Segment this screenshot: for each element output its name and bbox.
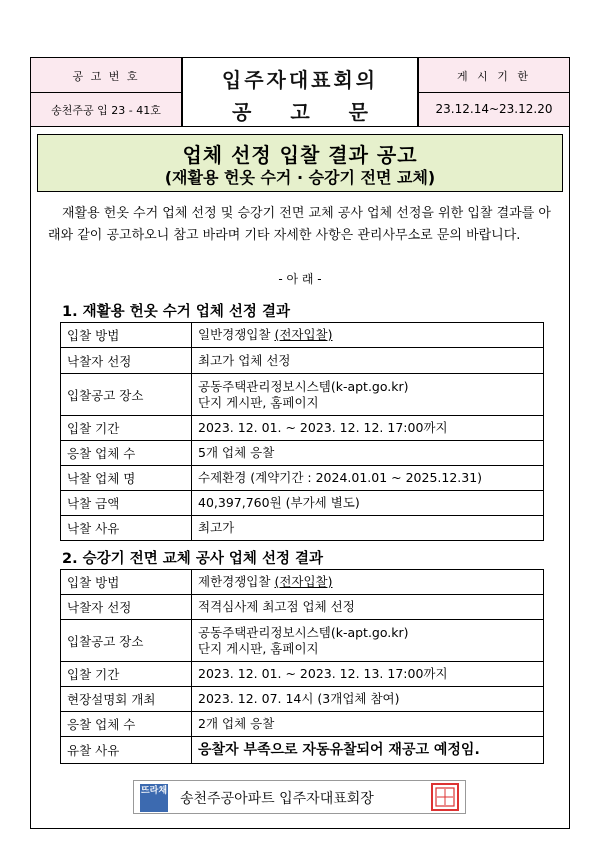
- table-row: [61, 620, 544, 662]
- row-value: 2023. 12. 01. ~ 2023. 12. 13. 17:00까지: [192, 662, 544, 687]
- row-label: 입찰 기간: [61, 416, 192, 441]
- notice-header: [30, 57, 570, 127]
- notice-number-label: 공 고 번 호: [72, 70, 140, 83]
- row-value: 수제환경 (계약기간 : 2024.01.01 ~ 2025.12.31): [192, 466, 544, 491]
- row-label: 낙찰 금액: [61, 491, 192, 516]
- row-value: 40,397,760원 (부가세 별도): [192, 491, 544, 516]
- row-value: 제한경쟁입찰 (전자입찰): [192, 570, 544, 595]
- title-box: [37, 134, 563, 192]
- row-label: 입찰 기간: [61, 662, 192, 687]
- row-value: 2개 업체 응찰: [192, 712, 544, 737]
- table-row: [61, 737, 544, 764]
- posting-period-value: 23.12.14~23.12.20: [435, 102, 553, 116]
- section1-title: 1. 재활용 헌옷 수거 업체 선정 결과: [62, 304, 290, 320]
- apartment-logo-icon: 뜨라채: [140, 784, 168, 812]
- notice-number-value: 송천주공 입 23 - 41호: [51, 104, 161, 117]
- posting-period-label: 게 시 기 한: [457, 70, 531, 83]
- row-value: 최고가 업체 선정: [192, 348, 544, 374]
- row-value: 공동주택관리정보시스템(k-apt.go.kr) 단지 게시판, 홈페이지: [192, 374, 544, 416]
- table-row: [61, 570, 544, 595]
- official-seal-icon: [431, 783, 459, 811]
- table-row: [61, 348, 544, 374]
- row-value: 응찰자 부족으로 자동유찰되어 재공고 예정임.: [192, 737, 544, 764]
- row-value: 2023. 12. 07. 14시 (3개업체 참여): [192, 687, 544, 712]
- notice-number-cell: [30, 57, 182, 127]
- notice-label: 공 고 문: [232, 100, 368, 124]
- section2-table: [60, 569, 544, 764]
- table-row: [61, 516, 544, 541]
- row-value: 최고가: [192, 516, 544, 541]
- row-label: 응찰 업체 수: [61, 441, 192, 466]
- row-label: 유찰 사유: [61, 737, 192, 764]
- footer-signature: [133, 780, 466, 814]
- row-label: 응찰 업체 수: [61, 712, 192, 737]
- section1-table: [60, 322, 544, 541]
- section2-title: 2. 승강기 전면 교체 공사 업체 선정 결과: [62, 551, 324, 567]
- notice-title: 업체 선정 입찰 결과 공고: [182, 143, 418, 167]
- table-row: [61, 595, 544, 620]
- row-label: 낙찰 사유: [61, 516, 192, 541]
- row-label: 입찰 방법: [61, 570, 192, 595]
- row-label: 입찰공고 장소: [61, 374, 192, 416]
- row-value: 공동주택관리정보시스템(k-apt.go.kr) 단지 게시판, 홈페이지: [192, 620, 544, 662]
- notice-subtitle: (재활용 헌옷 수거 · 승강기 전면 교체): [164, 168, 436, 187]
- posting-period-cell: [418, 57, 570, 127]
- row-label: 현장설명회 개최: [61, 687, 192, 712]
- row-label: 낙찰 업체 명: [61, 466, 192, 491]
- table-row: [61, 416, 544, 441]
- table-row: [61, 491, 544, 516]
- row-label: 입찰 방법: [61, 323, 192, 348]
- row-label: 낙찰자 선정: [61, 595, 192, 620]
- notice-issuer-cell: [182, 57, 418, 127]
- table-row: [61, 323, 544, 348]
- row-value: 적격심사제 최고점 업체 선정: [192, 595, 544, 620]
- row-value: 일반경쟁입찰 (전자입찰): [192, 323, 544, 348]
- table-row: [61, 466, 544, 491]
- below-marker: - 아 래 -: [278, 272, 322, 286]
- table-row: [61, 687, 544, 712]
- table-row: [61, 374, 544, 416]
- intro-paragraph: 재활용 헌옷 수거 업체 선정 및 승강기 전면 교체 공사 업체 선정을 위한 입찰 결과를 아래와 같이 공고하오니 참고 바라며 기타 자세한 사항은 관리사무소로 문의 바랍니다.: [48, 206, 551, 243]
- row-value: 5개 업체 응찰: [192, 441, 544, 466]
- table-row: [61, 662, 544, 687]
- table-row: [61, 441, 544, 466]
- table-row: [61, 712, 544, 737]
- signature-org: 송천주공아파트 입주자대표회장: [180, 791, 374, 807]
- row-value: 2023. 12. 01. ~ 2023. 12. 12. 17:00까지: [192, 416, 544, 441]
- issuer-name: 입주자대표회의: [221, 68, 379, 92]
- row-label: 입찰공고 장소: [61, 620, 192, 662]
- row-label: 낙찰자 선정: [61, 348, 192, 374]
